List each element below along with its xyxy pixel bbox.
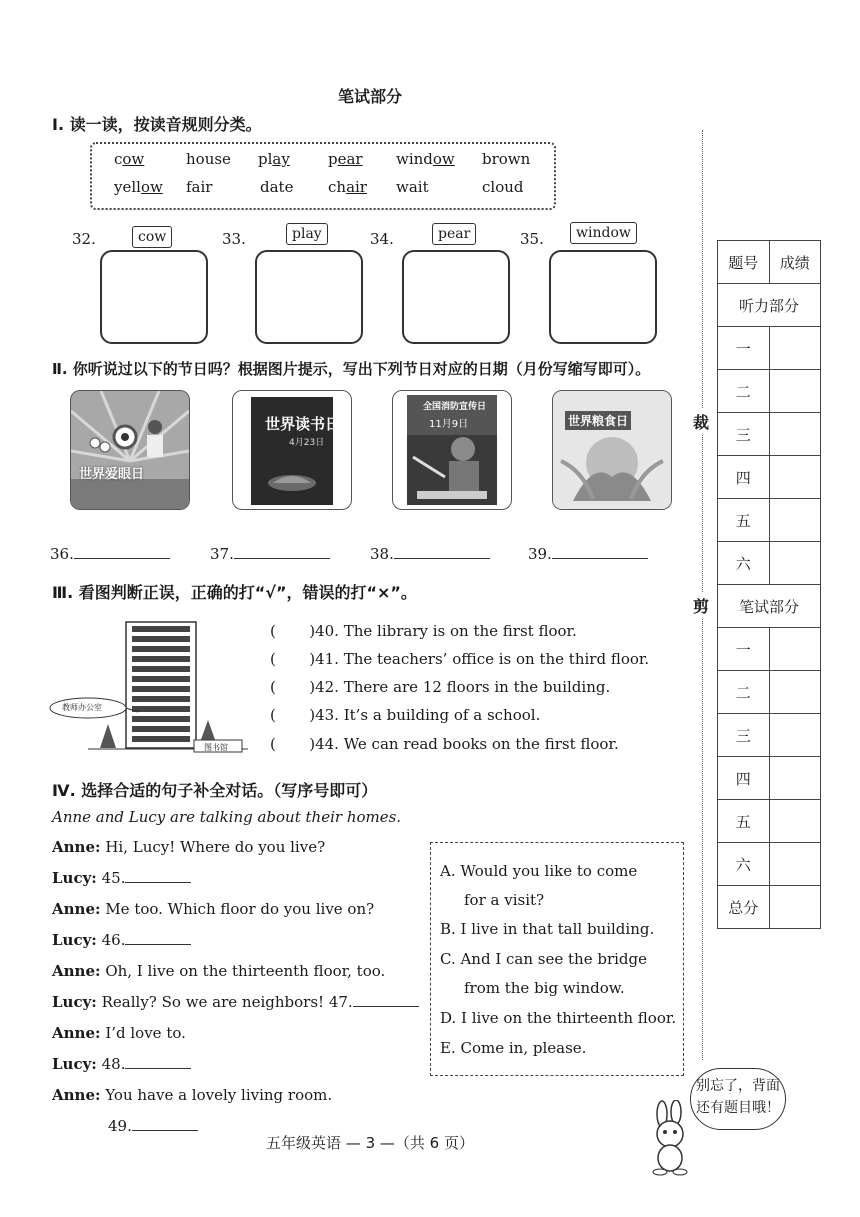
dialogue-line[interactable]: Lucy: 46. xyxy=(52,931,191,949)
word-window: window xyxy=(396,150,455,168)
blank-36[interactable]: 36. xyxy=(50,544,170,563)
cut-label: 裁 xyxy=(693,408,709,435)
row-label: 一 xyxy=(718,628,770,671)
statement-42[interactable]: ( )42. There are 12 floors in the building. xyxy=(270,678,611,696)
dialogue-intro: Anne and Lucy are talking about their homes. xyxy=(52,808,402,826)
reading-day-picture: 世界读书日 4月23日 xyxy=(232,390,352,510)
row-label: 四 xyxy=(718,757,770,800)
cut-label: 剪 xyxy=(693,592,709,619)
dialogue-line[interactable]: Lucy: Really? So we are neighbors! 47. xyxy=(52,993,419,1011)
item-number: 32. xyxy=(72,230,96,248)
score-cell[interactable] xyxy=(769,456,821,499)
score-cell[interactable] xyxy=(769,714,821,757)
blank-39[interactable]: 39. xyxy=(528,544,648,563)
answer-box[interactable] xyxy=(255,250,363,344)
option-a-cont: for a visit? xyxy=(464,891,545,909)
section2-heading: Ⅱ. 你听说过以下的节日吗？根据图片提示，写出下列节日对应的日期（月份写缩写即可）。 xyxy=(52,360,651,378)
listening-header: 听力部分 xyxy=(718,284,821,327)
row-label: 五 xyxy=(718,800,770,843)
row-label: 六 xyxy=(718,542,770,585)
blank-38[interactable]: 38. xyxy=(370,544,490,563)
statement-43[interactable]: ( )43. It’s a building of a school. xyxy=(270,706,541,724)
statement-40[interactable]: ( )40. The library is on the first floor. xyxy=(270,622,577,640)
header-cell: 题号 xyxy=(718,241,770,284)
dialogue-line[interactable]: 49. xyxy=(108,1117,198,1135)
score-cell[interactable] xyxy=(769,757,821,800)
score-cell[interactable] xyxy=(769,843,821,886)
fire-day-picture: 全国消防宣传日 11月9日 xyxy=(392,390,512,510)
word-pear: pear xyxy=(328,150,363,168)
score-cell[interactable] xyxy=(769,628,821,671)
option-c: C. And I can see the bridge xyxy=(440,950,648,968)
row-label: 五 xyxy=(718,499,770,542)
option-e: E. Come in, please. xyxy=(440,1039,587,1057)
score-cell[interactable] xyxy=(769,327,821,370)
reminder-bubble: 别忘了，背面 还有题目哦！ xyxy=(690,1068,786,1130)
section3-heading: Ⅲ. 看图判断正误，正确的打“√”，错误的打“×”。 xyxy=(52,583,417,602)
score-cell[interactable] xyxy=(769,542,821,585)
building-illustration xyxy=(48,616,248,756)
row-label: 二 xyxy=(718,370,770,413)
score-cell[interactable] xyxy=(769,499,821,542)
score-cell[interactable] xyxy=(769,886,821,929)
word-brown: brown xyxy=(482,150,531,168)
option-c-cont: from the big window. xyxy=(464,979,625,997)
statement-41[interactable]: ( )41. The teachers’ office is on the third floor. xyxy=(270,650,650,668)
answer-box[interactable] xyxy=(100,250,208,344)
score-cell[interactable] xyxy=(769,370,821,413)
option-a: A. Would you like to come xyxy=(440,862,638,880)
total-label: 总分 xyxy=(718,886,770,929)
word-house: house xyxy=(186,150,231,168)
row-label: 三 xyxy=(718,413,770,456)
page-title: 笔试部分 xyxy=(337,87,402,106)
answer-box[interactable] xyxy=(402,250,510,344)
word-chair: chair xyxy=(328,178,367,196)
score-cell[interactable] xyxy=(769,413,821,456)
header-cell: 成绩 xyxy=(769,241,821,284)
score-table xyxy=(717,240,821,929)
word-wait: wait xyxy=(396,178,429,196)
word-fair: fair xyxy=(186,178,213,196)
category-tag: window xyxy=(570,222,637,244)
word-date: date xyxy=(260,178,294,196)
word-cow: cow xyxy=(114,150,145,168)
statement-44[interactable]: ( )44. We can read books on the first floor. xyxy=(270,735,619,753)
writing-header: 笔试部分 xyxy=(718,585,821,628)
dialogue-line[interactable]: Lucy: 45. xyxy=(52,869,191,887)
dialogue-line: Anne: I’d love to. xyxy=(52,1024,186,1042)
option-d: D. I live on the thirteenth floor. xyxy=(440,1009,677,1027)
item-number: 35. xyxy=(520,230,544,248)
word-play: play xyxy=(258,150,290,168)
row-label: 一 xyxy=(718,327,770,370)
eye-day-picture: 世界爱眼日 xyxy=(70,390,190,510)
dialogue-line: Anne: You have a lovely living room. xyxy=(52,1086,333,1104)
category-tag: cow xyxy=(132,226,172,248)
page-footer: 五年级英语 — 3 —（共 6 页） xyxy=(266,1134,474,1152)
row-label: 二 xyxy=(718,671,770,714)
row-label: 四 xyxy=(718,456,770,499)
library-label: 图书馆 xyxy=(204,743,228,752)
row-label: 六 xyxy=(718,843,770,886)
answer-box[interactable] xyxy=(549,250,657,344)
row-label: 三 xyxy=(718,714,770,757)
blank-37[interactable]: 37. xyxy=(210,544,330,563)
dialogue-line: Anne: Hi, Lucy! Where do you live? xyxy=(52,838,326,856)
category-tag: pear xyxy=(432,223,476,245)
score-cell[interactable] xyxy=(769,671,821,714)
dialogue-line: Anne: Oh, I live on the thirteenth floor, too. xyxy=(52,962,386,980)
dialogue-line[interactable]: Lucy: 48. xyxy=(52,1055,191,1073)
category-tag: play xyxy=(286,223,328,245)
food-day-picture: 世界粮食日 xyxy=(552,390,672,510)
office-label: 教师办公室 xyxy=(62,703,102,712)
word-yellow: yellow xyxy=(114,178,163,196)
dialogue-line: Anne: Me too. Which floor do you live on? xyxy=(52,900,375,918)
word-cloud: cloud xyxy=(482,178,524,196)
section4-heading: Ⅳ. 选择合适的句子补全对话。（写序号即可） xyxy=(52,781,378,800)
item-number: 34. xyxy=(370,230,394,248)
item-number: 33. xyxy=(222,230,246,248)
score-cell[interactable] xyxy=(769,800,821,843)
section1-heading: Ⅰ. 读一读，按读音规则分类。 xyxy=(52,115,262,134)
option-b: B. I live in that tall building. xyxy=(440,920,655,938)
